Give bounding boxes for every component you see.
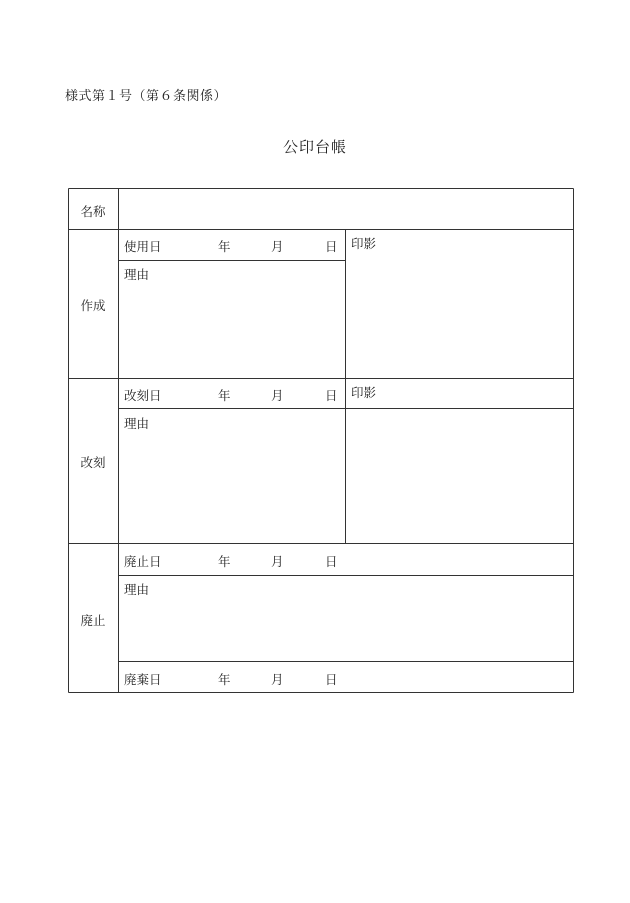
creation-date-label: 使用日 [124,239,162,254]
creation-year-label: 年 [218,239,231,254]
abolition-day-label: 日 [325,554,338,569]
abolition-section-label: 廃止 [80,613,106,628]
creation-month-label: 月 [271,239,284,254]
abolition-reason-label: 理由 [124,582,150,597]
recarving-reason-label: 理由 [124,416,150,431]
disposal-month-label: 月 [271,672,284,687]
form-number: 様式第１号（第６条関係） [65,89,228,104]
table-grid [68,188,574,693]
name-field[interactable] [123,192,568,225]
creation-section-label: 作成 [80,298,106,313]
seal-ledger-table [68,188,573,692]
document-title: 公印台帳 [282,138,347,156]
name-label: 名称 [80,204,106,219]
disposal-year-label: 年 [218,672,231,687]
recarving-year-label: 年 [218,388,231,403]
abolition-date-label: 廃止日 [124,554,162,569]
disposal-day-label: 日 [325,672,338,687]
disposal-date-label: 廃棄日 [124,672,162,687]
creation-day-label: 日 [325,239,338,254]
creation-reason-label: 理由 [124,267,150,282]
abolition-month-label: 月 [271,554,284,569]
recarving-section-label: 改刻 [80,455,106,470]
recarving-day-label: 日 [325,388,338,403]
abolition-year-label: 年 [218,554,231,569]
recarving-date-label: 改刻日 [124,388,162,403]
creation-seal-label: 印影 [351,236,377,251]
recarving-month-label: 月 [271,388,284,403]
recarving-seal-label: 印影 [351,385,377,400]
